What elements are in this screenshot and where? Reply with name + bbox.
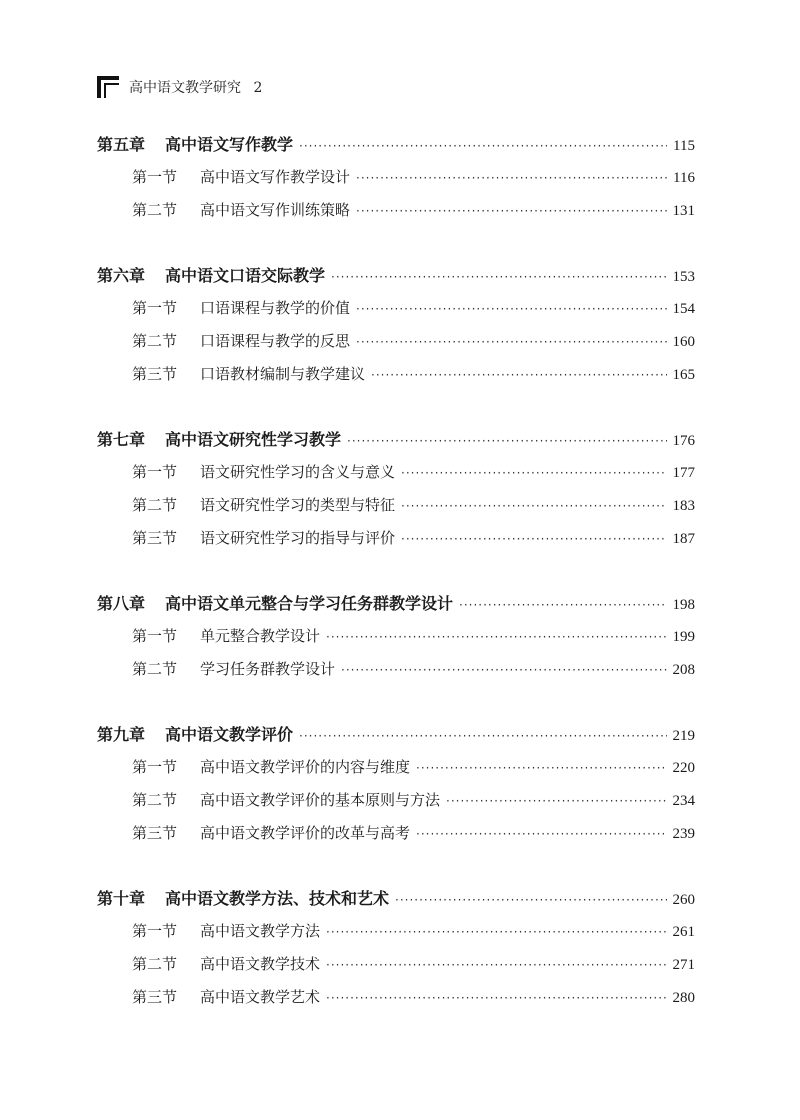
section-label: 第二节 [132, 955, 178, 973]
chapter-page: 115 [673, 138, 695, 154]
dot-leader [401, 523, 666, 556]
dot-leader [459, 589, 666, 622]
section-entry[interactable] [97, 948, 695, 981]
section-entry[interactable] [97, 915, 695, 948]
section-title: 学习任务群教学设计 [200, 660, 336, 678]
section-title: 口语课程与教学的反思 [200, 332, 351, 350]
section-title: 高中语文教学评价的改革与高考 [200, 824, 411, 842]
section-title: 高中语文教学方法 [200, 922, 321, 940]
section-title: 高中语文教学艺术 [200, 988, 321, 1006]
chapter-block [97, 882, 695, 1014]
section-page: 261 [672, 924, 695, 940]
chapter-title: 高中语文教学评价 [165, 725, 294, 744]
section-page: 280 [672, 990, 695, 1006]
section-entry[interactable] [97, 653, 695, 686]
dot-leader [401, 457, 666, 490]
dot-leader [331, 261, 666, 294]
corner-mark-icon [97, 76, 119, 98]
dot-leader [326, 621, 666, 654]
section-label: 第一节 [132, 627, 178, 645]
chapter-page: 219 [672, 728, 695, 744]
section-entry[interactable] [97, 194, 695, 227]
header-page-number: 2 [253, 80, 263, 96]
dot-leader [326, 916, 666, 949]
section-label: 第三节 [132, 365, 178, 383]
dot-leader [446, 785, 666, 818]
section-label: 第一节 [132, 758, 178, 776]
dot-leader [356, 326, 666, 359]
section-label: 第二节 [132, 496, 178, 514]
section-entry[interactable] [97, 292, 695, 325]
dot-leader [326, 982, 666, 1015]
chapter-label: 第七章 [97, 430, 146, 449]
section-title: 高中语文教学评价的内容与维度 [200, 758, 411, 776]
chapter-page: 198 [672, 597, 695, 613]
dot-leader [299, 720, 666, 753]
section-label: 第二节 [132, 332, 178, 350]
section-page: 271 [672, 957, 695, 973]
section-page: 165 [672, 367, 695, 383]
chapter-label: 第十章 [97, 889, 146, 908]
section-page: 160 [672, 334, 695, 350]
dot-leader [356, 293, 666, 326]
section-page: 177 [672, 465, 695, 481]
section-page: 220 [672, 760, 695, 776]
chapter-block [97, 718, 695, 850]
section-label: 第三节 [132, 988, 178, 1006]
section-title: 高中语文教学技术 [200, 955, 321, 973]
section-entry[interactable] [97, 620, 695, 653]
section-title: 语文研究性学习的类型与特征 [200, 496, 396, 514]
dot-leader [356, 195, 666, 228]
table-of-contents [97, 128, 695, 1046]
section-label: 第二节 [132, 791, 178, 809]
chapter-title: 高中语文写作教学 [165, 135, 294, 154]
chapter-block [97, 423, 695, 555]
chapter-entry[interactable] [97, 259, 695, 292]
chapter-block [97, 128, 695, 227]
section-page: 199 [672, 629, 695, 645]
section-title: 口语教材编制与教学建议 [200, 365, 366, 383]
chapter-entry[interactable] [97, 587, 695, 620]
section-title: 语文研究性学习的含义与意义 [200, 463, 396, 481]
chapter-label: 第五章 [97, 135, 146, 154]
chapter-title: 高中语文教学方法、技术和艺术 [165, 889, 390, 908]
chapter-title: 高中语文单元整合与学习任务群教学设计 [165, 594, 454, 613]
section-page: 183 [672, 498, 695, 514]
chapter-block [97, 259, 695, 391]
section-entry[interactable] [97, 522, 695, 555]
dot-leader [401, 490, 666, 523]
section-title: 口语课程与教学的价值 [200, 299, 351, 317]
section-label: 第二节 [132, 660, 178, 678]
section-entry[interactable] [97, 784, 695, 817]
section-label: 第三节 [132, 824, 178, 842]
book-title: 高中语文教学研究 [129, 80, 241, 96]
section-title: 高中语文写作教学设计 [200, 168, 351, 186]
section-entry[interactable] [97, 981, 695, 1014]
section-entry[interactable] [97, 489, 695, 522]
section-title: 单元整合教学设计 [200, 627, 321, 645]
section-page: 208 [672, 662, 695, 678]
section-entry[interactable] [97, 751, 695, 784]
section-label: 第二节 [132, 201, 178, 219]
dot-leader [395, 884, 666, 917]
section-page: 187 [672, 531, 695, 547]
chapter-entry[interactable] [97, 128, 695, 161]
chapter-block [97, 587, 695, 686]
dot-leader [356, 162, 667, 195]
chapter-page: 153 [672, 269, 695, 285]
section-label: 第一节 [132, 922, 178, 940]
section-page: 234 [672, 793, 695, 809]
chapter-label: 第八章 [97, 594, 146, 613]
chapter-entry[interactable] [97, 423, 695, 456]
chapter-entry[interactable] [97, 718, 695, 751]
dot-leader [371, 359, 666, 392]
section-entry[interactable] [97, 456, 695, 489]
dot-leader [347, 425, 666, 458]
section-label: 第一节 [132, 168, 178, 186]
section-page: 154 [672, 301, 695, 317]
chapter-page: 176 [672, 433, 695, 449]
section-page: 239 [672, 826, 695, 842]
section-entry[interactable] [97, 161, 695, 194]
dot-leader [299, 130, 667, 163]
chapter-title: 高中语文口语交际教学 [165, 266, 326, 285]
section-entry[interactable] [97, 358, 695, 391]
chapter-page: 260 [672, 892, 695, 908]
section-title: 高中语文写作训练策略 [200, 201, 351, 219]
chapter-label: 第六章 [97, 266, 146, 285]
chapter-entry[interactable] [97, 882, 695, 915]
section-label: 第一节 [132, 463, 178, 481]
section-page: 116 [673, 170, 695, 186]
chapter-label: 第九章 [97, 725, 146, 744]
section-page: 131 [672, 203, 695, 219]
dot-leader [341, 654, 666, 687]
dot-leader [416, 752, 666, 785]
section-label: 第三节 [132, 529, 178, 547]
section-title: 高中语文教学评价的基本原则与方法 [200, 791, 441, 809]
section-title: 语文研究性学习的指导与评价 [200, 529, 396, 547]
header-book-title [129, 77, 262, 97]
section-label: 第一节 [132, 299, 178, 317]
chapter-title: 高中语文研究性学习教学 [165, 430, 342, 449]
dot-leader [416, 818, 666, 851]
section-entry[interactable] [97, 325, 695, 358]
dot-leader [326, 949, 666, 982]
section-entry[interactable] [97, 817, 695, 850]
running-header [97, 76, 397, 102]
